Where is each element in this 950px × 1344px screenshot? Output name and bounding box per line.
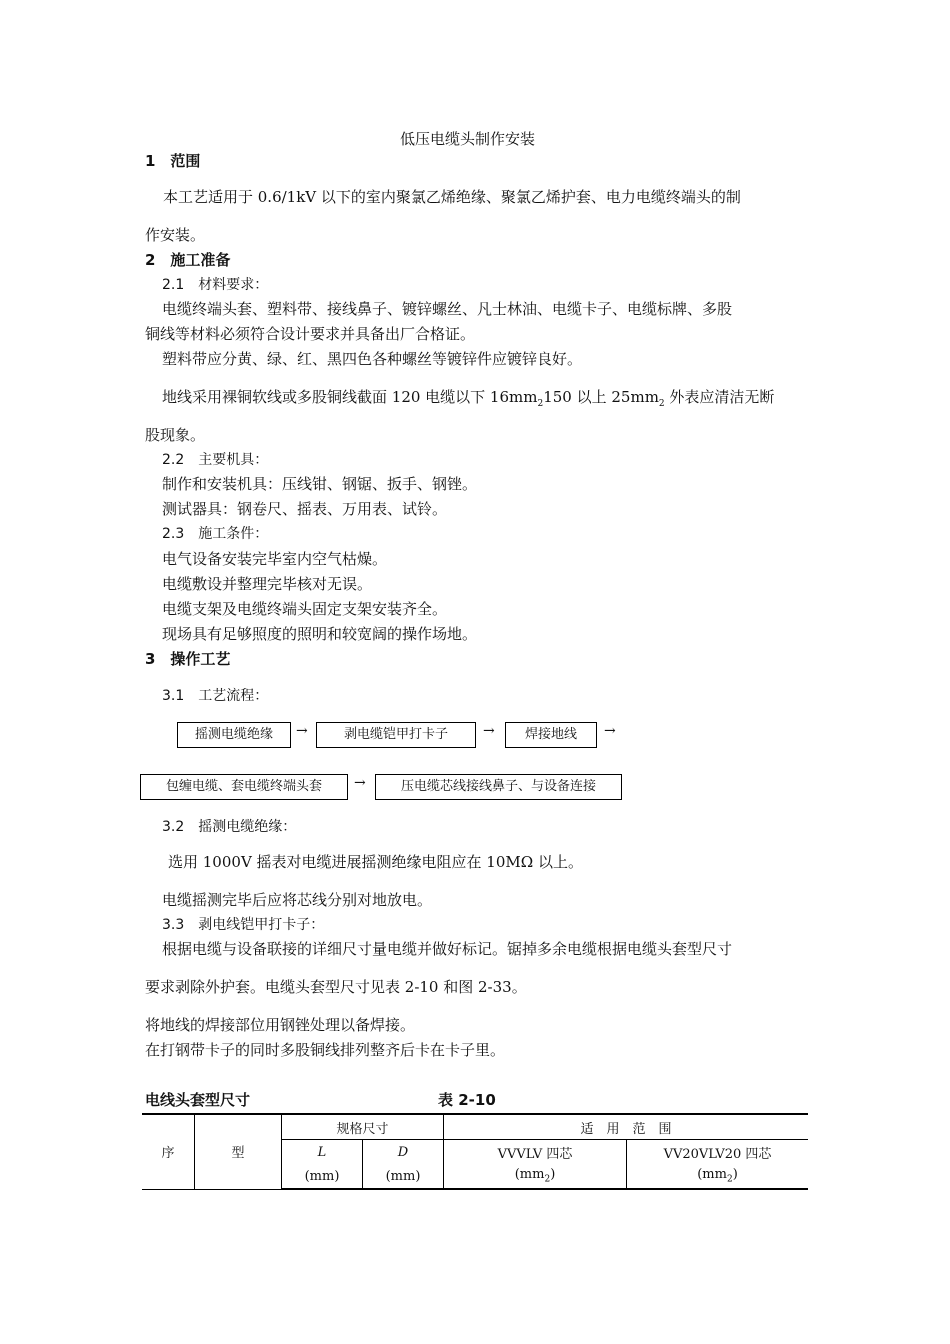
subsection-3-1-heading: 3.1 工艺流程：	[162, 688, 269, 704]
subsection-3-3-heading: 3.3 剥电线铠甲打卡子：	[162, 917, 325, 933]
flow-step-crimp-connect: 压电缆芯线接线鼻子、与设备连接	[375, 774, 622, 800]
section-1-heading: 1 范围	[145, 152, 201, 170]
paragraph	[162, 386, 774, 409]
text-run: 地线采用裸铜软线或多股铜线截面 120 电缆以下 16mm	[162, 388, 538, 406]
paragraph: 测试器具：钢卷尺、摇表、万用表、试铃。	[162, 500, 448, 518]
subscript: 2	[726, 1174, 733, 1185]
subsection-3-2-heading: 3.2 摇测电缆绝缘：	[162, 819, 297, 835]
paragraph: 电缆支架及电缆终端头固定支架安装齐全。	[162, 600, 448, 618]
unit-text: (mm	[514, 1167, 545, 1183]
unit-text: )	[550, 1167, 556, 1183]
section-3-heading: 3 操作工艺	[145, 650, 231, 668]
subscript: 2	[544, 1174, 551, 1185]
flow-step-wrap-cable: 包缠电缆、套电缆终端头套	[140, 774, 348, 800]
dimension-table	[142, 1113, 808, 1190]
paragraph: 电缆终端头套、塑料带、接线鼻子、镀锌螺丝、凡士林油、电缆卡子、电缆标牌、多股	[162, 300, 733, 318]
paragraph: 根据电缆与设备联接的详细尺寸量电缆并做好标记。锯掉多余电缆根据电缆头套型尺寸	[162, 940, 733, 958]
section-1-paragraph-cont: 作安装。	[145, 226, 206, 244]
paragraph: 将地线的焊接部位用钢锉处理以备焊接。	[145, 1016, 416, 1034]
header-seq: 序	[142, 1114, 195, 1189]
unit-L: (mm)	[282, 1164, 363, 1189]
table-caption: 电线头套型尺寸	[145, 1091, 251, 1109]
arrow-icon: →	[604, 723, 616, 739]
header-vv20vlv20: VV20VLV20 四芯	[627, 1140, 809, 1165]
arrow-icon: →	[296, 723, 308, 739]
header-vvvlv: VVVLV 四芯	[444, 1140, 627, 1165]
paragraph: 现场具有足够照度的照明和较宽阔的操作场地。	[162, 625, 478, 643]
table-number: 表 2-10	[438, 1091, 496, 1109]
paragraph: 塑料带应分黄、绿、红、黑四色各种螺丝等镀锌件应镀锌良好。	[162, 350, 583, 368]
text-run: 150 以上 25mm	[543, 388, 659, 406]
arrow-icon: →	[483, 723, 495, 739]
unit-vv20vlv20	[627, 1164, 809, 1189]
paragraph: 股现象。	[145, 426, 206, 444]
flow-step-weld-ground: 焊接地线	[505, 722, 597, 748]
arrow-icon: →	[354, 775, 366, 791]
flow-step-insulation-test: 摇测电缆绝缘	[177, 722, 291, 748]
section-1-paragraph: 本工艺适用于 0.6/1kV 以下的室内聚氯乙烯绝缘、聚氯乙烯护套、电力电缆终端头的制	[163, 188, 741, 206]
paragraph: 电缆摇测完毕后应将芯线分别对地放电。	[162, 891, 433, 909]
unit-vvvlv	[444, 1164, 627, 1189]
paragraph: 要求剥除外护套。电缆头套型尺寸见表 2-10 和图 2-33。	[145, 978, 527, 996]
header-range: 适 用 范 围	[444, 1114, 809, 1140]
unit-D: (mm)	[363, 1164, 444, 1189]
paragraph: 在打钢带卡子的同时多股铜线排列整齐后卡在卡子里。	[145, 1041, 506, 1059]
subscript: 2	[537, 399, 544, 409]
header-type: 型	[195, 1114, 282, 1189]
section-2-heading: 2 施工准备	[145, 251, 231, 269]
header-D: D	[363, 1140, 444, 1165]
text-run: 外表应清洁无断	[664, 388, 775, 406]
unit-text: )	[732, 1167, 738, 1183]
header-spec: 规格尺寸	[282, 1114, 444, 1140]
subsection-2-2-heading: 2.2 主要机具：	[162, 452, 269, 468]
subsection-2-1-heading: 2.1 材料要求：	[162, 277, 269, 293]
subscript: 2	[658, 399, 665, 409]
paragraph: 铜线等材料必须符合设计要求并具备出厂合格证。	[145, 325, 476, 343]
page-title: 低压电缆头制作安装	[400, 130, 536, 148]
paragraph: 电缆敷设并整理完毕核对无误。	[162, 575, 373, 593]
paragraph: 制作和安装机具：压线钳、钢锯、扳手、钢锉。	[162, 475, 478, 493]
paragraph: 电气设备安装完毕室内空气枯燥。	[162, 550, 388, 568]
header-L: L	[282, 1140, 363, 1165]
subsection-2-3-heading: 2.3 施工条件：	[162, 526, 269, 542]
table-header-row	[142, 1114, 808, 1140]
flow-step-strip-armor: 剥电缆铠甲打卡子	[316, 722, 476, 748]
unit-text: (mm	[697, 1167, 727, 1183]
paragraph: 选用 1000V 摇表对电缆进展摇测绝缘电阻应在 10MΩ 以上。	[168, 853, 583, 871]
